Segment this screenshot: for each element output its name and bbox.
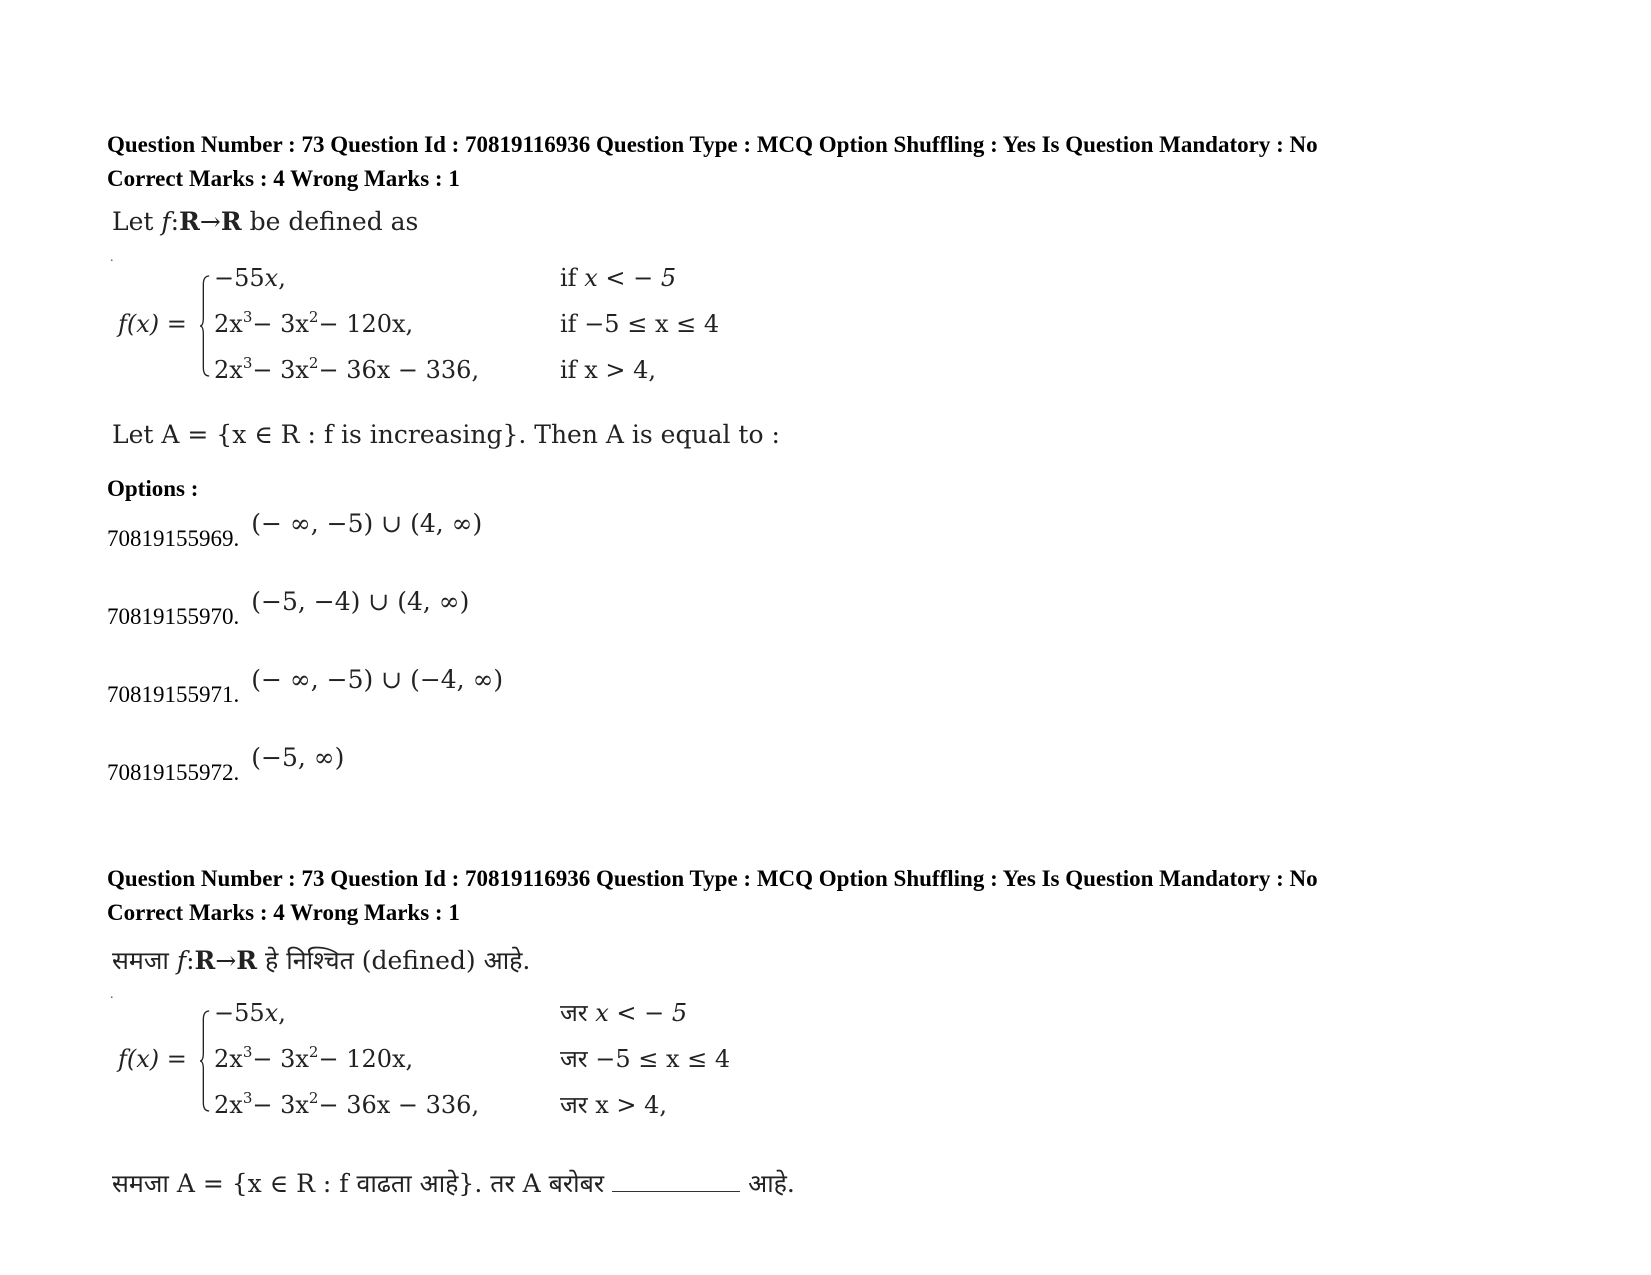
- case-row-1: −55x, जर x < − 5: [214, 999, 688, 1027]
- question-block-mr: [107, 862, 1607, 930]
- options-label: Options :: [107, 476, 199, 501]
- option-4[interactable]: [107, 743, 345, 786]
- case-row-2: $2x^3- 3x^2- 120x$, if −5 ≤ x ≤ 4: [214, 308, 720, 338]
- question-intro: Let f:R→R be defined as: [112, 207, 419, 236]
- option-id: 70819155970.: [107, 604, 240, 629]
- option-text: (− ∞, −5) ∪ (−4, ∞): [251, 665, 504, 694]
- case-row-2: $2x^3- 3x^2- 120x$, जर −5 ≤ x ≤ 4: [214, 1043, 731, 1073]
- question-meta-line2: Correct Marks : 4 Wrong Marks : 1: [107, 900, 460, 925]
- case-row-3: $2x^3- 3x^2- 36x - 336$, जर x > 4,: [214, 1089, 668, 1119]
- option-3[interactable]: [107, 665, 504, 708]
- question-meta-line2: Correct Marks : 4 Wrong Marks : 1: [107, 166, 460, 191]
- piecewise-function-mr: [118, 997, 778, 1132]
- case-row-1: −55x, if x < − 5: [214, 264, 677, 292]
- option-id: 70819155969.: [107, 526, 240, 551]
- question-meta-line1: Question Number : 73 Question Id : 70819116936 Question Type : MCQ Option Shuffling : Yes Is Question Mandatory : No: [107, 132, 1318, 157]
- brace-icon: [200, 999, 210, 1123]
- function-label: f(x) =: [118, 1045, 187, 1073]
- answer-blank: [612, 1173, 740, 1192]
- option-id: 70819155971.: [107, 682, 240, 707]
- question-intro-mr: समजा f:R→R हे निश्चित (defined) आहे.: [112, 946, 531, 975]
- stray-dot: .: [110, 250, 114, 265]
- option-1[interactable]: [107, 509, 483, 552]
- option-text: (− ∞, −5) ∪ (4, ∞): [251, 509, 483, 538]
- question-meta-line1: Question Number : 73 Question Id : 70819116936 Question Type : MCQ Option Shuffling : Yes Is Question Mandatory : No: [107, 866, 1318, 891]
- question-stem: Let A = {x ∈ R : f is increasing}. Then A is equal to :: [112, 420, 780, 449]
- stray-dot: .: [110, 987, 114, 1002]
- option-text: (−5, −4) ∪ (4, ∞): [251, 587, 470, 616]
- option-id: 70819155972.: [107, 760, 240, 785]
- function-label: f(x) =: [118, 310, 187, 338]
- case-row-3: $2x^3- 3x^2- 36x - 336$, if x > 4,: [214, 354, 656, 384]
- question-stem-mr: समजा A = {x ∈ R : f वाढता आहे}. तर A बरोबर आहे.: [112, 1169, 795, 1198]
- option-2[interactable]: [107, 587, 470, 630]
- piecewise-function: [118, 262, 758, 397]
- option-text: (−5, ∞): [251, 743, 345, 772]
- brace-icon: [200, 264, 210, 388]
- question-block-en: [107, 128, 1607, 196]
